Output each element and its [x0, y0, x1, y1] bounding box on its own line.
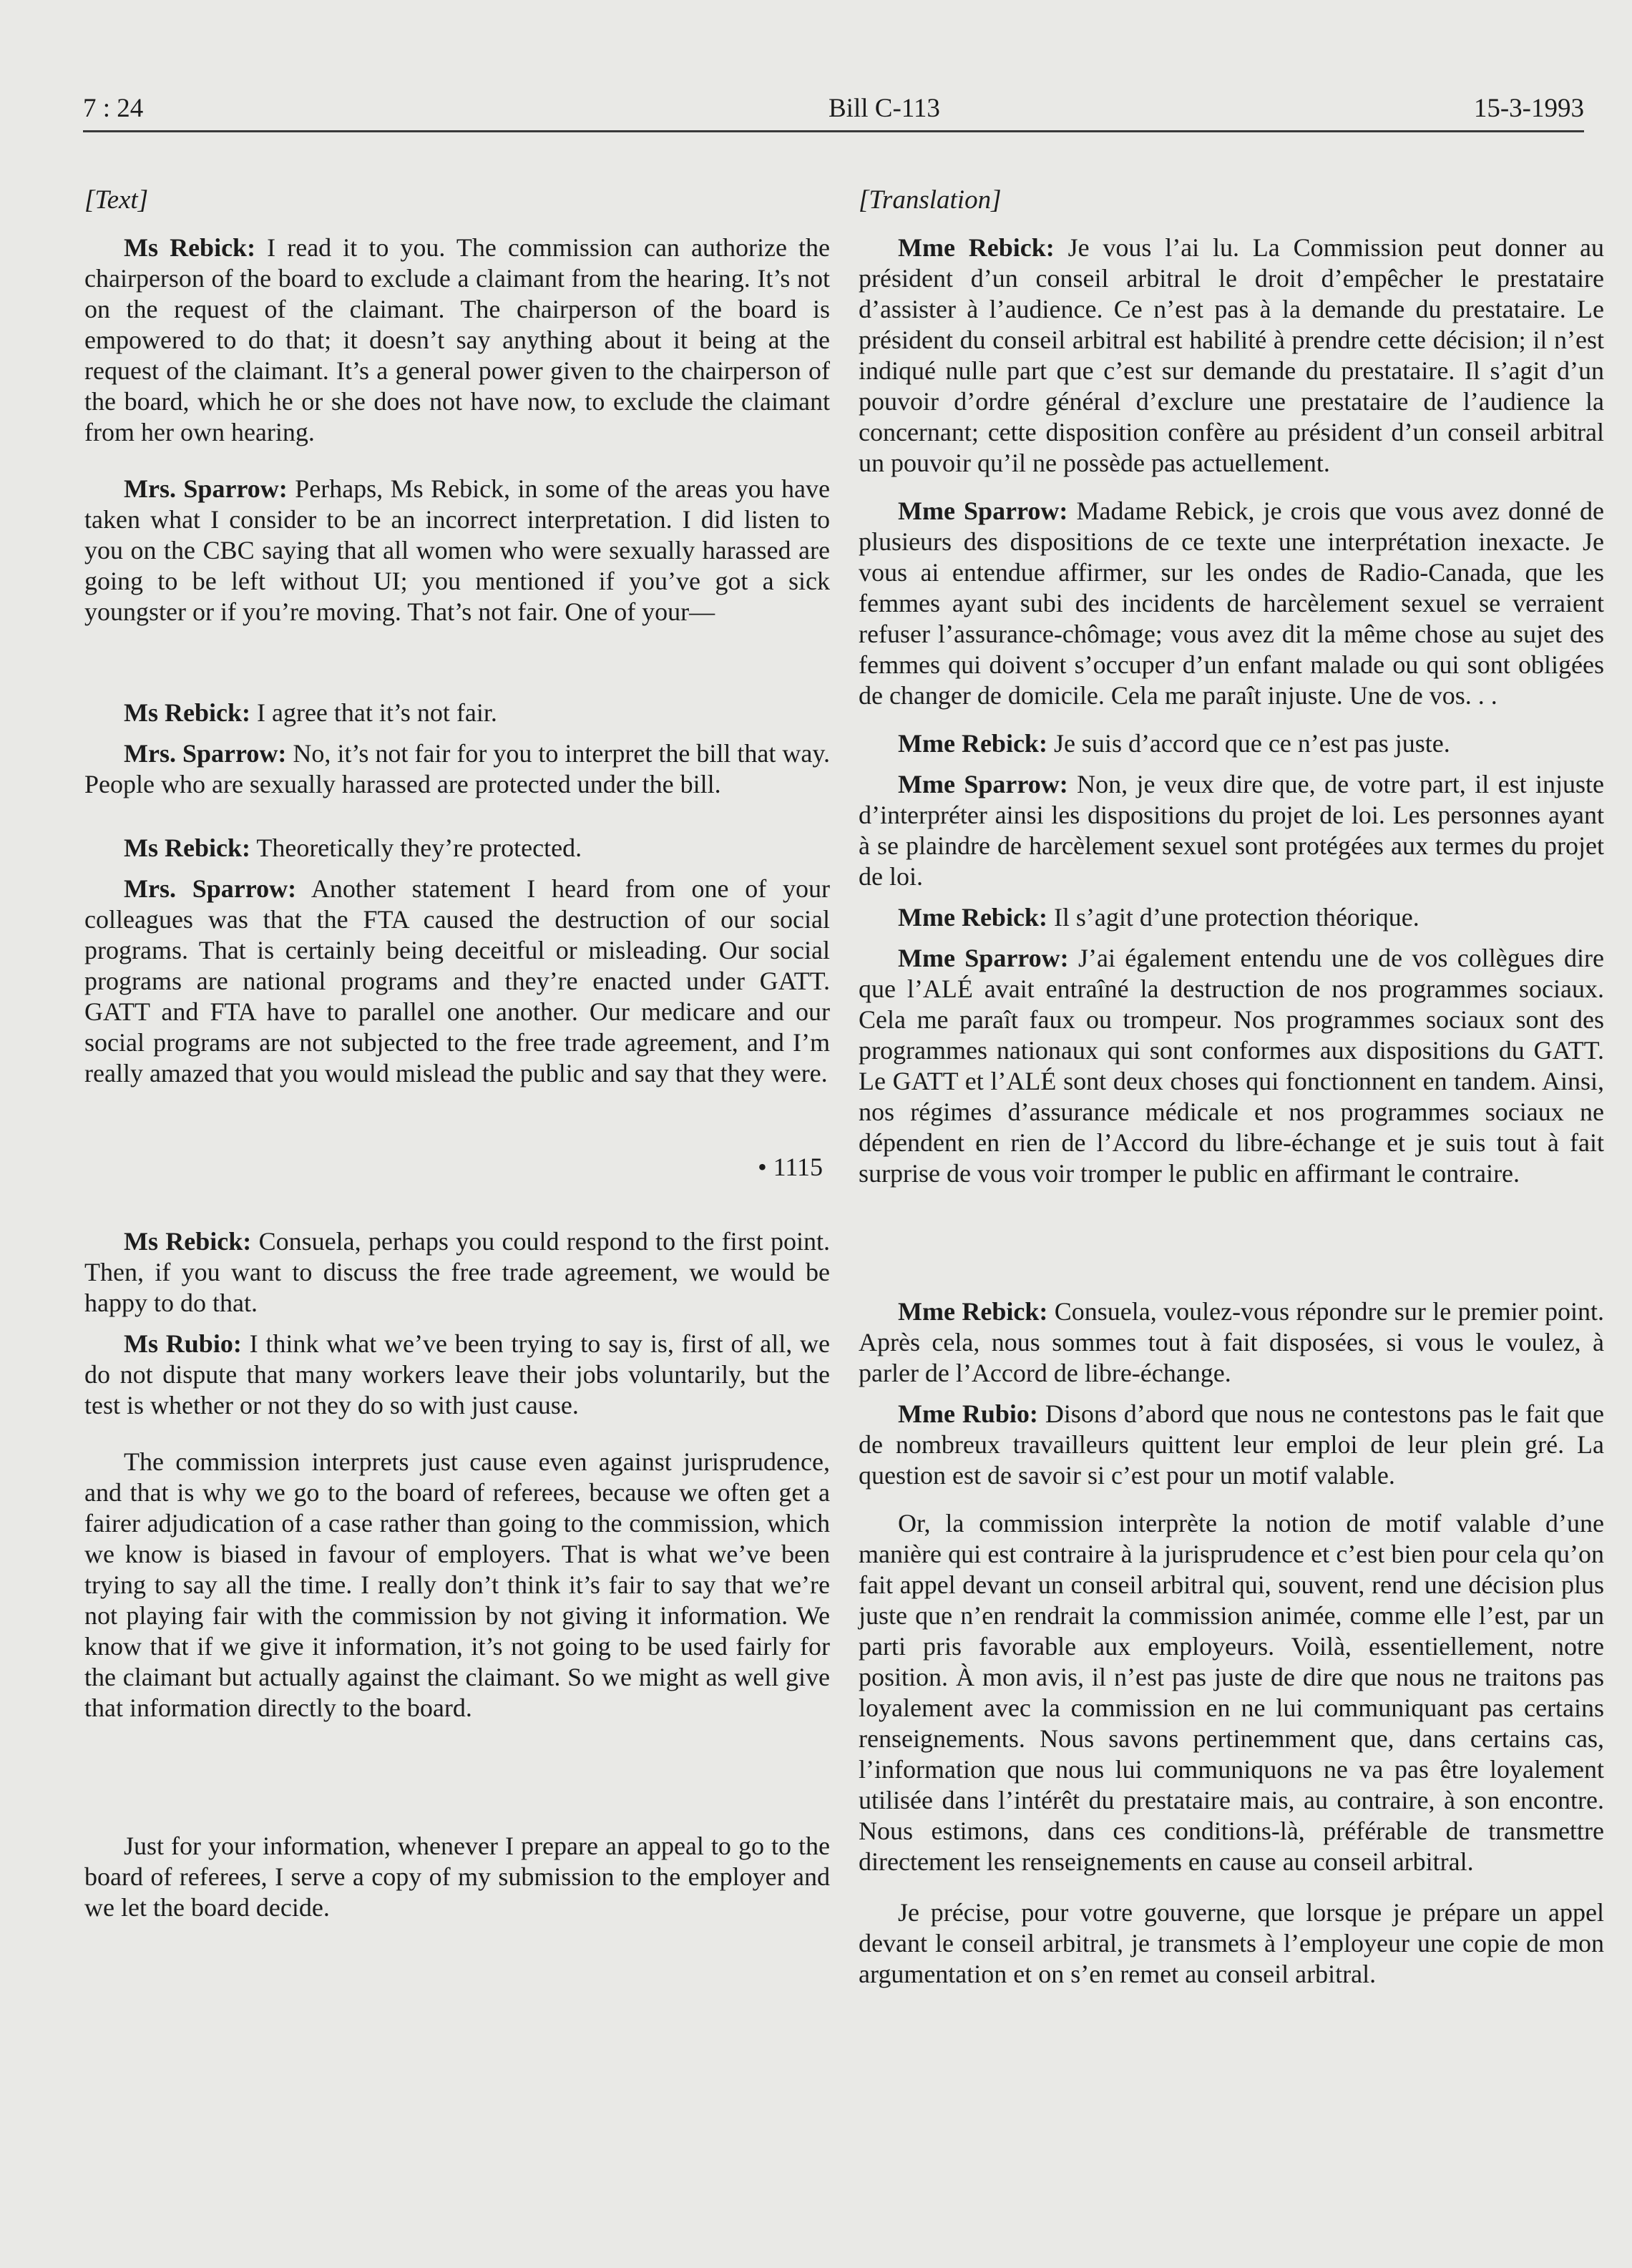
paragraph — [84, 738, 830, 800]
speech-text: Consuela, perhaps you could respond to the first point. Then, if you want to discuss the free trade agreement, we would be happy to do that. — [84, 1227, 831, 1317]
paragraph — [84, 874, 830, 1089]
speaker-name: Mme Sparrow: — [898, 497, 1068, 525]
speech-text: Je vous l’ai lu. La Commission peut donner au président d’un conseil arbitral le droit d’empêcher le prestataire d’assister à l’audience. Ce n’est pas à la demande du prestataire. Le président du conseil arbitral est habilité à prendre cette décision; il n’est indiqué nulle part que c’est sur demande du prestataire. Il s’agit d’un pouvoir d’ordre général d’exclure une prestataire de l’audience la concernant; cette disposition confère au président d’un conseil arbitral un pouvoir qu’il ne possède pas actuellement. — [859, 233, 1605, 477]
paragraph — [84, 698, 830, 728]
speech-text: Il s’agit d’une protection théorique. — [1053, 903, 1420, 932]
english-column — [84, 185, 830, 1923]
page-header — [83, 84, 1584, 132]
paragraph — [859, 902, 1604, 933]
paragraph — [859, 769, 1604, 892]
paragraph — [859, 496, 1604, 711]
speaker-name: Mrs. Sparrow: — [124, 739, 287, 768]
speaker-name: Mme Rebick: — [898, 729, 1047, 758]
speaker-name: Mme Sparrow: — [898, 944, 1069, 972]
speech-text: Just for your information, whenever I prepare an appeal to go to the board of referees, I serve a copy of my submission to the employer and we let the board decide. — [84, 1832, 830, 1922]
english-column-label: [Text] — [84, 185, 149, 215]
speech-text: Je suis d’accord que ce n’est pas juste. — [1053, 729, 1450, 758]
speaker-name: Ms Rubio: — [124, 1329, 242, 1358]
paragraph — [84, 833, 830, 864]
paragraph — [859, 1296, 1604, 1389]
speech-text: Perhaps, Ms Rebick, in some of the areas you have taken what I consider to be an incorrect interpretation. I did listen to you on the CBC saying that all women who were sexually harassed are going to be left without UI; you mentioned if you’ve got a sick youngster or if you’re moving. That’s not fair. One of your— — [84, 474, 830, 626]
speech-text: The commission interprets just cause even against jurisprudence, and that is why we go to the board of referees, because we often get a fairer adjudication of a case rather than going to the commission, which we know is biased in favour of employers. That is what we’ve been trying to say all the time. I really don’t think it’s fair to say that we’re not playing fair with the commission by not giving it information. We know that if we give it information, it’s not going to be used fairly for the claimant but actually against the claimant. So we might as well give that information directly to the board. — [84, 1447, 830, 1722]
speech-text: I agree that it’s not fair. — [256, 698, 497, 727]
bill-title: Bill C-113 — [829, 94, 940, 123]
french-column-label: [Translation] — [859, 185, 1002, 215]
speech-text: Consuela, voulez-vous répondre sur le premier point. Après cela, nous sommes tout à fait disposées, si vous le voulez, à parler de l’Accord de libre-échange. — [859, 1297, 1605, 1387]
page-number: 7 : 24 — [83, 94, 144, 123]
speech-text: I read it to you. The commission can authorize the chairperson of the board to exclude a claimant from the hearing. It’s not on the request of the claimant. The chairperson of the board is empowered to do that; it doesn’t say anything about it being at the request of the claimant. It’s a general power given to the chairperson of the board, which he or she does not have now, to exclude the claimant from her own hearing. — [84, 233, 831, 446]
speaker-name: Mme Rebick: — [898, 1297, 1048, 1326]
speech-text: No, it’s not fair for you to interpret the bill that way. People who are sexually harassed are protected under the bill. — [84, 739, 831, 798]
header-date: 15-3-1993 — [1473, 94, 1584, 123]
speaker-name: Mrs. Sparrow: — [124, 874, 297, 903]
speech-text: Another statement I heard from one of your colleagues was that the FTA caused the destruction of our social programs. That is certainly being deceitful or misleading. Our social programs are national programs and they’re enacted under GATT. GATT and FTA have to parallel one another. Our medicare and our social programs are not subjected to the free trade agreement, and I’m really amazed that you would mislead the public and say that they were. — [84, 874, 830, 1087]
paragraph — [859, 1897, 1604, 1990]
speech-text: Je précise, pour votre gouverne, que lorsque je prépare un appel devant le conseil arbitral, je transmets à l’employeur une copie de mon argumentation et on s’en remet au conseil arbitral. — [859, 1898, 1604, 1988]
time-marker: • 1115 — [758, 1153, 823, 1181]
french-column — [859, 185, 1604, 1990]
speech-text: I think what we’ve been trying to say is, first of all, we do not dispute that many workers leave their jobs voluntarily, but the test is whether or not they do so with just cause. — [84, 1329, 830, 1419]
speaker-name: Mme Rebick: — [898, 233, 1055, 262]
speaker-name: Mrs. Sparrow: — [124, 474, 288, 503]
paragraph — [859, 1399, 1604, 1491]
speech-text: J’ai également entendu une de vos collègues dire que l’ALÉ avait entraîné la destruction de nos programmes sociaux. Cela me paraît faux ou trompeur. Nos programmes sociaux sont des programmes nationaux qui sont conformes aux dispositions du GATT. Le GATT et l’ALÉ sont deux choses qui fonctionnent en tandem. Ainsi, nos régimes d’assurance médicale et nos programmes sociaux ne dépendent en rien de l’Accord du libre-échange et je suis tout à fait surprise de vous voir tromper le public en affirmant le contraire. — [859, 944, 1605, 1188]
speech-text: Theoretically they’re protected. — [256, 834, 582, 862]
speaker-name: Ms Rebick: — [124, 233, 256, 262]
paragraph — [859, 943, 1604, 1189]
paragraph — [84, 1447, 830, 1724]
paragraph — [859, 728, 1604, 759]
paragraph — [859, 1508, 1604, 1877]
speaker-name: Ms Rebick: — [124, 698, 250, 727]
speech-text: Or, la commission interprète la notion de motif valable d’une manière qui est contraire à la jurisprudence et c’est bien pour cela qu’on fait appel devant un conseil arbitral qui, souvent, rend une décision plus juste que n’en rendrait la commission animée, comme elle l’est, par un parti pris favorable aux employeurs. Voilà, essentiellement, notre position. À mon avis, il n’est pas juste de dire que nous ne traitons pas loyalement avec la commission en ne lui communiquant pas certains renseignements. Nous savons pertinemment que, dans certains cas, l’information que nous lui communiquons ne va pas être loyalement utilisée dans l’intérêt du prestataire mais, au contraire, à son encontre. Nous estimons, dans ces conditions-là, préférable de transmettre directement les renseignements en cause au conseil arbitral. — [859, 1509, 1604, 1876]
speaker-name: Mme Sparrow: — [898, 770, 1068, 798]
paragraph — [84, 1831, 830, 1923]
paragraph — [859, 233, 1604, 479]
speaker-name: Mme Rubio: — [898, 1399, 1038, 1428]
paragraph — [84, 474, 830, 627]
paragraph — [84, 1329, 830, 1421]
speaker-name: Mme Rebick: — [898, 903, 1047, 932]
paragraph — [84, 233, 830, 448]
speaker-name: Ms Rebick: — [124, 1227, 252, 1256]
speech-text: Non, je veux dire que, de votre part, il est injuste d’interpréter ainsi les dispositions du projet de loi. Les personnes ayant à se plaindre de harcèlement sexuel sont protégées aux termes du projet de loi. — [859, 770, 1605, 891]
speech-text: Disons d’abord que nous ne contestons pas le fait que de nombreux travailleurs quittent leur emploi de leur plein gré. La question est de savoir si c’est pour un motif valable. — [859, 1399, 1605, 1490]
paragraph — [84, 1226, 830, 1319]
speaker-name: Ms Rebick: — [124, 834, 250, 862]
speech-text: Madame Rebick, je crois que vous avez donné de plusieurs des dispositions de ce texte une interprétation inexacte. Je vous ai entendue affirmer, sur les ondes de Radio-Canada, que les femmes ayant subi des incidents de harcèlement sexuel se verraient refuser l’assurance-chômage; vous avez dit la même chose au sujet des femmes qui doivent s’occuper d’un enfant malade ou qui sont obligées de changer de domicile. Cela me paraît injuste. Une de vos. . . — [859, 497, 1605, 710]
